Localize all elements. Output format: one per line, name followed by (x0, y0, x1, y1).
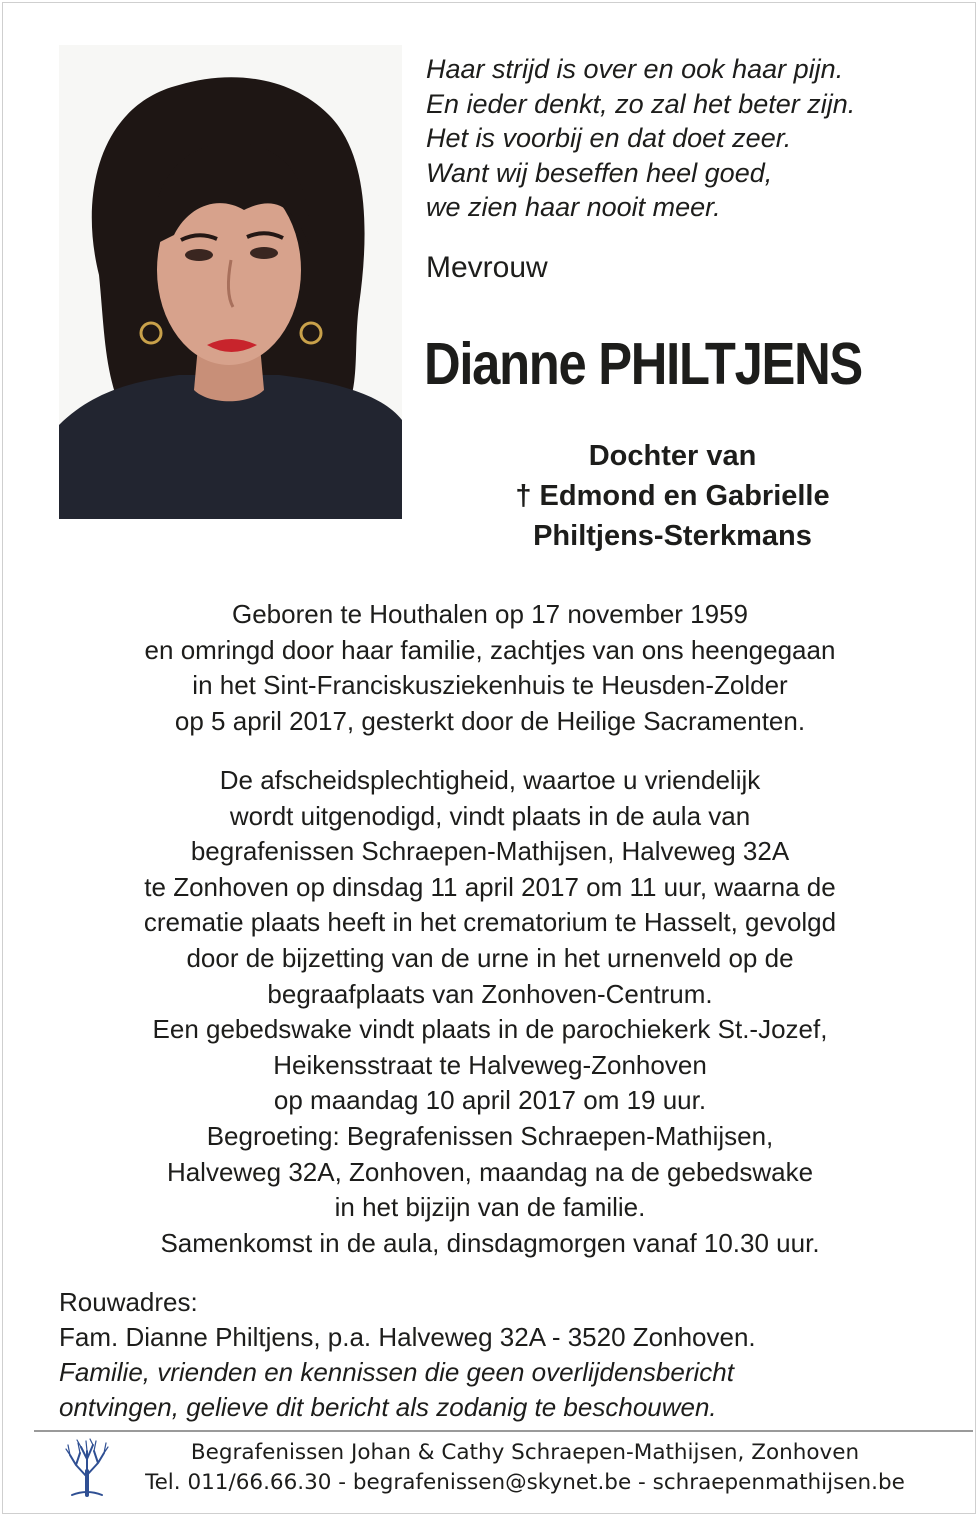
birth-death-paragraph (40, 597, 940, 739)
parents-line: Dochter van (588, 440, 757, 472)
address-line: Fam. Dianne Philtjens, p.a. Halveweg 32A - 3520 Zonhoven. (59, 1322, 756, 1352)
ceremony-paragraph (40, 763, 940, 1261)
text-line: Halveweg 32A, Zonhoven, maandag na de gebedswake (166, 1156, 814, 1187)
text-line: op 5 april 2017, gesterkt door de Heilige Sacramenten. (174, 705, 806, 736)
portrait-photo (59, 45, 402, 519)
text-line: begrafenissen Schraepen-Mathijsen, Halveweg 32A (190, 836, 790, 867)
text-line: De afscheidsplechtigheid, waartoe u vriendelijk (219, 765, 761, 795)
notice-line: ontvingen, gelieve dit bericht als zodanig te beschouwen. (59, 1392, 717, 1422)
salutation: Mevrouw (426, 251, 548, 284)
parents (420, 436, 925, 556)
text-line: crematie plaats heeft in het crematorium te Hasselt, gevolgd (143, 907, 837, 938)
parents-line: Philtjens-Sterkmans (533, 520, 812, 552)
funeral-home-footer (120, 1438, 930, 1497)
text-line: Geboren te Houthalen op 17 november 1959 (231, 599, 749, 629)
text-line: Samenkomst in de aula, dinsdagmorgen vanaf 10.30 uur. (160, 1227, 820, 1258)
poem (426, 52, 946, 225)
text-line: in het bijzijn van de familie. (334, 1192, 646, 1223)
funeral-home-contact: Tel. 011/66.66.30 - begrafenissen@skynet.be - schraepenmathijsen.be (145, 1469, 905, 1495)
notice-line: Familie, vrienden en kennissen die geen overlijdensbericht (59, 1357, 734, 1387)
poem-line: Want wij beseffen heel goed, (426, 157, 773, 188)
text-line: te Zonhoven op dinsdag 11 april 2017 om 11 uur, waarna de (144, 871, 836, 902)
tree-logo-icon (62, 1437, 112, 1497)
poem-line: we zien haar nooit meer. (426, 192, 721, 222)
text-line: Begroeting: Begrafenissen Schraepen-Mathijsen, (206, 1120, 774, 1151)
text-line: wordt uitgenodigd, vindt plaats in de aula van (229, 800, 751, 831)
parents-line: † Edmond en Gabrielle (515, 480, 830, 512)
text-line: in het Sint-Franciskusziekenhuis te Heusden-Zolder (192, 670, 788, 701)
text-line: begraafplaats van Zonhoven-Centrum. (267, 978, 713, 1009)
text-line: en omringd door haar familie, zachtjes van ons heengegaan (144, 634, 836, 665)
funeral-home-name: Begrafenissen Johan & Cathy Schraepen-Mathijsen, Zonhoven (190, 1440, 860, 1465)
text-line: door de bijzetting van de urne in het urnenveld op de (186, 942, 794, 973)
text-line: op maandag 10 april 2017 om 19 uur. (273, 1085, 707, 1116)
poem-line: Haar strijd is over en ook haar pijn. (426, 54, 844, 84)
footer-divider (34, 1430, 973, 1432)
deceased-name: Dianne PHILTJENS (424, 331, 862, 397)
text-line: Een gebedswake vindt plaats in de parochiekerk St.-Jozef, (152, 1014, 828, 1045)
poem-line: Het is voorbij en dat doet zeer. (426, 123, 792, 153)
address-label: Rouwadres: (59, 1287, 198, 1317)
text-line: Heikensstraat te Halveweg-Zonhoven (273, 1049, 707, 1080)
poem-line: En ieder denkt, zo zal het beter zijn. (426, 88, 856, 119)
mourning-address (59, 1285, 959, 1425)
